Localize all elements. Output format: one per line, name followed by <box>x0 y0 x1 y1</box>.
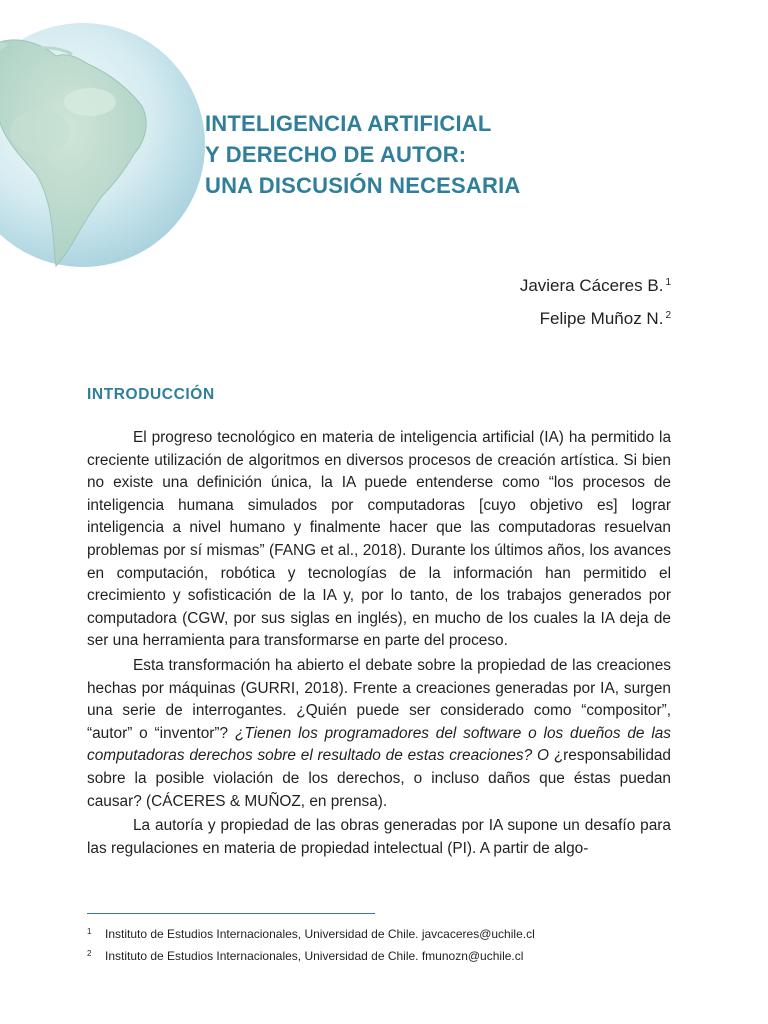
title-line-1: INTELIGENCIA ARTIFICIAL <box>205 111 492 136</box>
paragraph-2-italic: ¿Tienen los programadores del software o los dueños de las computadoras derechos sobre el resultado de estas creaciones? O <box>87 724 671 765</box>
footnote-text: Instituto de Estudios Internacionales, Universidad de Chile. fmunozn@uchile.cl <box>105 949 524 963</box>
author-2 <box>520 301 671 334</box>
footnote-2 <box>87 944 535 966</box>
paragraph-2-text: Esta transformación ha abierto el debate sobre la propiedad de las creaciones hechas por máquinas (GURRI, 2018). Frente a creaciones generadas por IA, surgen una serie de interrogantes. ¿Quién puede ser considerado como “compositor”, “autor” o “inventor”? <box>87 656 671 742</box>
paragraph-3: La autoría y propiedad de las obras generadas por IA supone un desafío para las regulaciones en materia de propiedad intelectual (PI). A partir de algo- <box>87 817 671 857</box>
footnote-text: Instituto de Estudios Internacionales, Universidad de Chile. javcaceres@uchile.cl <box>105 927 535 941</box>
author-list <box>520 268 671 334</box>
footnote-1 <box>87 922 535 944</box>
title-line-2: Y DERECHO DE AUTOR: <box>205 142 467 167</box>
footnotes <box>87 922 535 966</box>
south-america-globe-image <box>0 22 206 268</box>
footnote-marker: 1 <box>665 277 671 288</box>
author-name: Javiera Cáceres B. <box>519 276 664 295</box>
paragraph-2-end: ¿responsabilidad sobre la posible violación de los derechos, o incluso daños que éstas puedan causar? (CÁCERES & MUÑOZ, en prensa). <box>87 747 671 810</box>
author-1 <box>520 268 671 301</box>
section-heading: INTRODUCCIÓN <box>87 386 215 403</box>
title-line-3: UNA DISCUSIÓN NECESARIA <box>205 173 521 198</box>
author-name: Felipe Muñoz N. <box>539 309 664 328</box>
footnote-divider <box>87 913 375 914</box>
footnote-number: 2 <box>87 949 92 958</box>
body-text <box>87 427 671 862</box>
article-title <box>205 108 520 201</box>
footnote-number: 1 <box>87 927 92 936</box>
footnote-marker: 2 <box>665 310 671 321</box>
paragraph-1: El progreso tecnológico en materia de inteligencia artificial (IA) ha permitido la creciente utilización de algoritmos en diversos procesos de creación artística. Si bien no existe una definición única, la IA puede entenderse como “los procesos de inteligencia humana simulados por computadoras [cuyo objetivo es] lograr inteligencia a nivel humano y finalmente hacer que las computadoras resuelvan problemas por sí mismas” (FANG et al., 2018). Durante los últimos años, los avances en computación, robótica y tecnologías de la información han permitido el crecimiento y sofisticación de la IA y, por lo tanto, de los trabajos generados por computadora (CGW, por sus siglas en inglés), en mucho de los cuales la IA deja de ser una herramienta para transformarse en parte del proceso. <box>87 429 671 650</box>
paragraph-2 <box>87 655 671 813</box>
